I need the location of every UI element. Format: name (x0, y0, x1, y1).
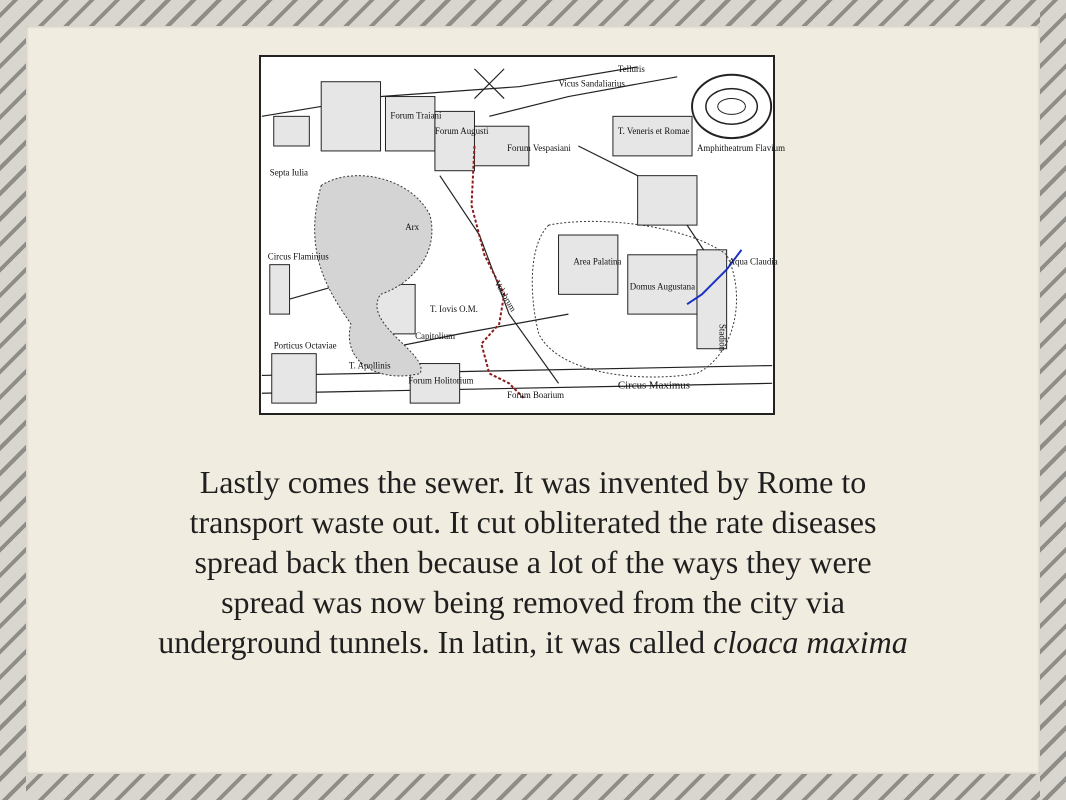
slide-caption (26, 462, 1040, 662)
rome-map-image (259, 55, 785, 415)
label-arx: Arx (405, 222, 420, 233)
label-amphitheatrum: Amphitheatrum Flavium (696, 142, 785, 153)
caption-line-5-text: underground tunnels. In latin, it was called (158, 624, 714, 660)
caption-line-3: spread back then because a lot of the ways they were (194, 544, 872, 580)
label-t-apollinis: T. Apollinis (348, 360, 391, 371)
compass-icon (474, 69, 504, 99)
caption-line-2: transport waste out. It cut obliterated the rate diseases (189, 504, 877, 540)
caption-line-4: spread was now being removed from the city via (221, 584, 845, 620)
label-forum-holitorium: Forum Holitorium (408, 375, 474, 386)
label-stadium: Stadion (717, 323, 728, 352)
label-septa: Septa Iulia (269, 167, 308, 178)
frame-border-right (1040, 0, 1066, 800)
label-area-palatina: Area Palatina (573, 256, 622, 267)
label-vicus-sandaliarius: Vicus Sandaliarius (558, 78, 625, 89)
label-circus-flaminii: Circus Flaminius (267, 251, 329, 262)
label-forum-vespasiani: Forum Vespasiani (507, 142, 571, 153)
caption-line-1: Lastly comes the sewer. It was invented by Rome to (199, 464, 867, 500)
label-t-veneris: T. Veneris et Romae (617, 126, 690, 137)
label-circus-maximus: Circus Maximus (617, 379, 690, 392)
label-forum-boarium: Forum Boarium (507, 390, 565, 401)
label-t-iovis: T. Iovis O.M. (429, 304, 478, 315)
frame-border-bottom (0, 774, 1066, 800)
label-telluris: Telluris (617, 63, 645, 74)
rome-map-drawing (261, 57, 785, 413)
label-forum-augusti: Forum Augusti (434, 126, 489, 137)
label-domus-augustana: Domus Augustana (629, 281, 696, 292)
label-velabrum: Velabrum (492, 278, 519, 314)
cloaca-maxima-term: cloaca maxima (713, 624, 908, 660)
frame-border-left (0, 0, 26, 800)
label-forum-traiani: Forum Traiani (390, 110, 442, 121)
frame-border-top (0, 0, 1066, 26)
caption-line-5 (26, 622, 1040, 662)
label-capitolium: Capitolium (415, 330, 456, 341)
sewer-route-line (472, 146, 524, 398)
label-porticus-octaviae: Porticus Octaviae (273, 340, 337, 351)
label-aqua-claudia: Aqua Claudia (728, 256, 778, 267)
